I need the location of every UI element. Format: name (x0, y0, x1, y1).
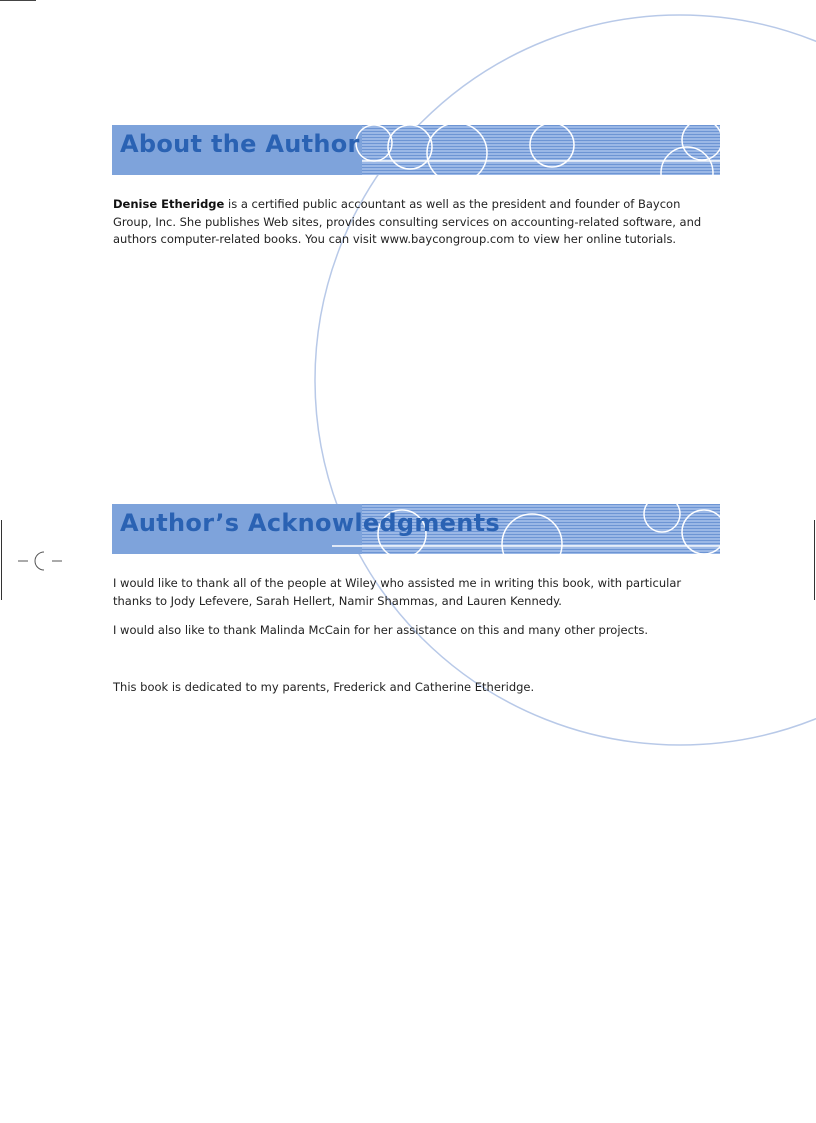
thanks-paragraph-1: I would like to thank all of the people at Wiley who assisted me in writing this book, with particular thanks to Jody Lefevere, Sarah Hellert, Namir Shammas, and Lauren Kennedy. (113, 576, 682, 608)
acknowledgments-banner (112, 504, 720, 554)
author-bio-text: is a certified public accountant as well as the president and founder of Baycon Group, Inc. She publishes Web sites, provides consulting services on accounting-related software, and authors computer-related books. You can visit www.baycongroup.com to view her online tutorials. (113, 197, 702, 246)
dedication-paragraph: This book is dedicated to my parents, Frederick and Catherine Etheridge. (113, 680, 535, 694)
about-author-banner (112, 125, 720, 175)
author-name: Denise Etheridge (113, 197, 225, 211)
about-author-heading: About the Author (120, 130, 360, 158)
acknowledgments-heading: Author’s Acknowledgments (120, 509, 501, 537)
author-bio-paragraph (113, 196, 718, 249)
thanks-paragraph-2: I would also like to thank Malinda McCain for her assistance on this and many other projects. (113, 623, 649, 637)
registration-mark (18, 552, 62, 570)
